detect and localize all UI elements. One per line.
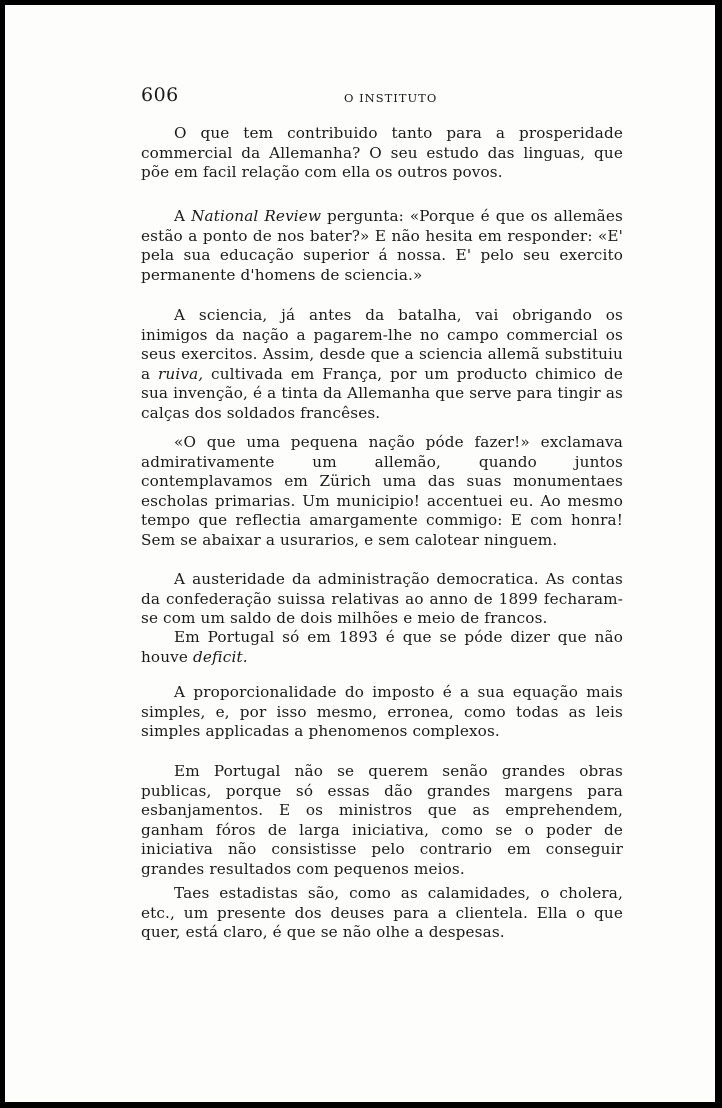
paragraph-3 xyxy=(141,306,623,423)
italic-term: deficit. xyxy=(193,647,248,666)
running-head: O INSTITUTO xyxy=(344,91,438,105)
paragraph-9 xyxy=(141,884,623,943)
paragraph-text: Taes estadistas são, como as calamidades, o cholera, etc., um presente dos deuses para a clientela. Ella o que quer, está claro, é que se não olhe a despesas. xyxy=(141,884,623,941)
paragraph-text: A proporcionalidade do imposto é a sua equação mais simples, e, por isso mesmo, erronea, como todas as leis simples applicadas a phenomenos complexos. xyxy=(141,683,623,740)
paragraph-2 xyxy=(141,207,623,285)
paragraph-text: A austeridade da administração democratica. As contas da confederação suissa relativas ao anno de 1899 fecharam-se com um saldo de dois milhões e meio de francos. xyxy=(141,570,623,627)
paragraph-4 xyxy=(141,433,623,550)
paragraph-text-before: A sciencia, já antes da batalha, vai obrigando os inimigos da nação a pagarem-lhe no campo commercial os seus exercitos. Assim, desde que a sciencia allemã substituiu a xyxy=(141,306,623,383)
paragraph-7 xyxy=(141,683,623,742)
paragraph-text: Em Portugal não se querem senão grandes obras publicas, porque só essas dão grandes margens para esbanjamentos. E os ministros que as emprehendem, ganham fóros de larga iniciativa, como se o poder de iniciativa não consistisse pelo contrario em conseguir grandes resultados com pequenos meios. xyxy=(141,762,623,878)
paragraph-text-after: cultivada em França, por um producto chimico de sua invenção, é a tinta da Allemanha que serve para tingir as calças dos soldados francêses. xyxy=(141,364,623,422)
paragraph-text: O que tem contribuido tanto para a prosperidade commercial da Allemanha? O seu estudo das linguas, que põe em facil relação com ella os outros povos. xyxy=(141,124,623,181)
paragraph-5 xyxy=(141,570,623,629)
page-number: 606 xyxy=(141,84,179,106)
paragraph-6 xyxy=(141,628,623,667)
paragraph-text-before: Em Portugal só em 1893 é que se póde dizer que não houve xyxy=(141,628,623,666)
paragraph-text-after: pergunta: «Porque é que os allemães estão a ponto de nos bater?» E não hesita em responder: «E' pela sua educação superior á nossa. E' pelo seu exercito permanente d'homens de sciencia.» xyxy=(141,207,623,284)
paragraph-text-before: A xyxy=(174,207,192,225)
journal-title: National Review xyxy=(191,207,322,225)
paragraph-text: «O que uma pequena nação póde fazer!» exclamava admirativamente um allemão, quando juntos contemplavamos em Zürich uma das suas monumentaes escholas primarias. Um municipio! accentuei eu. Ao mesmo tempo que reflectia amargamente commigo: E com honra! Sem se abaixar a usurarios, e sem calotear ninguem. xyxy=(141,433,623,549)
paragraph-1 xyxy=(141,124,623,183)
italic-term: ruiva, xyxy=(158,364,204,383)
paragraph-8 xyxy=(141,762,623,879)
